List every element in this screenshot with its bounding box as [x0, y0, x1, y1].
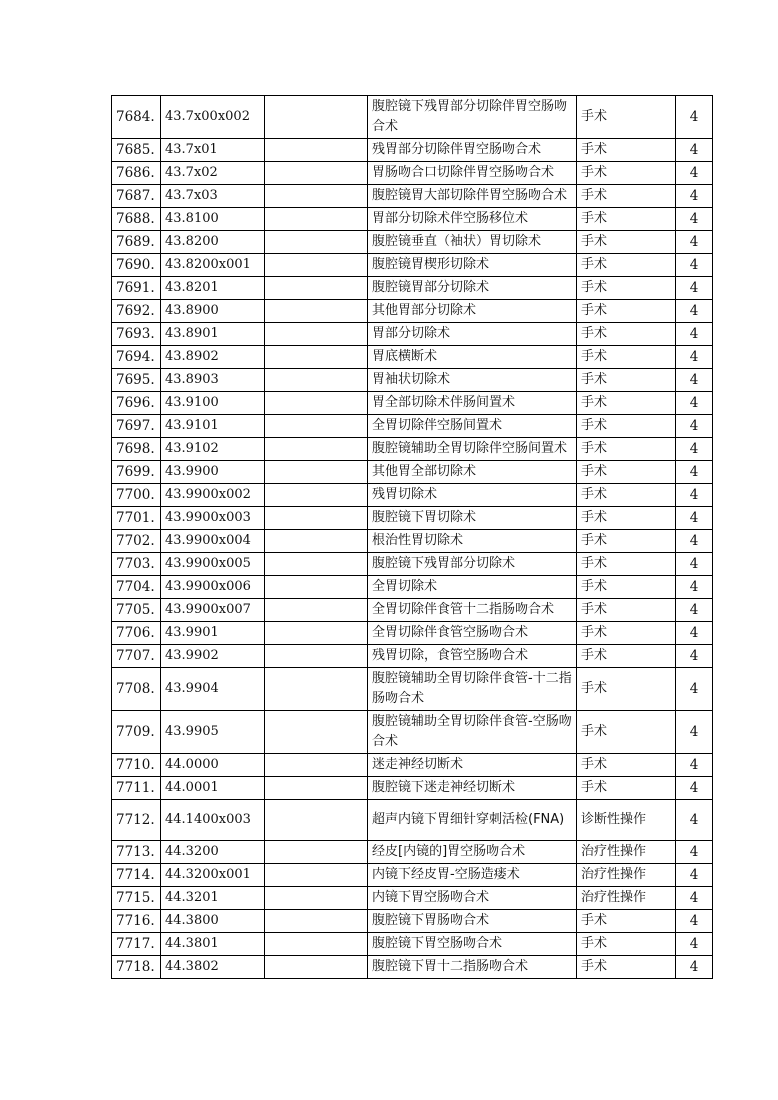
- row-index-cell: 7694.: [112, 346, 161, 369]
- procedure-level-cell: 4: [676, 254, 713, 277]
- table-row: [112, 277, 713, 300]
- table-row: [112, 800, 713, 841]
- procedure-level-cell: 4: [676, 369, 713, 392]
- procedure-type-cell: 手术: [577, 323, 676, 346]
- row-index-cell: 7686.: [112, 162, 161, 185]
- extension-code-cell: [265, 461, 368, 484]
- row-index-cell: 7702.: [112, 530, 161, 553]
- procedure-code-cell: 43.7x01: [161, 139, 265, 162]
- procedure-code-cell: 43.9900x006: [161, 576, 265, 599]
- procedure-code-cell: 43.9905: [161, 711, 265, 754]
- procedure-level-cell: 4: [676, 576, 713, 599]
- procedure-name-cell: 全胃切除伴食管十二指肠吻合术: [368, 599, 577, 622]
- procedure-level-cell: 4: [676, 185, 713, 208]
- row-index-cell: 7717.: [112, 933, 161, 956]
- table-row: [112, 576, 713, 599]
- procedure-code-cell: 43.9100: [161, 392, 265, 415]
- table-row: [112, 139, 713, 162]
- row-index-cell: 7700.: [112, 484, 161, 507]
- extension-code-cell: [265, 754, 368, 777]
- row-index-cell: 7690.: [112, 254, 161, 277]
- extension-code-cell: [265, 956, 368, 979]
- extension-code-cell: [265, 800, 368, 841]
- extension-code-cell: [265, 711, 368, 754]
- procedure-level-cell: 4: [676, 645, 713, 668]
- extension-code-cell: [265, 887, 368, 910]
- table-row: [112, 864, 713, 887]
- procedure-code-cell: 43.7x02: [161, 162, 265, 185]
- procedure-code-cell: 44.3201: [161, 887, 265, 910]
- table-row: [112, 369, 713, 392]
- procedure-code-cell: 43.9900x005: [161, 553, 265, 576]
- extension-code-cell: [265, 841, 368, 864]
- procedure-name-cell: 胃全部切除术伴肠间置术: [368, 392, 577, 415]
- procedure-type-cell: 手术: [577, 185, 676, 208]
- row-index-cell: 7684.: [112, 96, 161, 139]
- procedure-type-cell: 手术: [577, 254, 676, 277]
- procedure-level-cell: 4: [676, 599, 713, 622]
- table-row: [112, 415, 713, 438]
- procedure-level-cell: 4: [676, 96, 713, 139]
- extension-code-cell: [265, 208, 368, 231]
- procedure-name-cell: 胃部分切除术伴空肠移位术: [368, 208, 577, 231]
- procedure-level-cell: 4: [676, 668, 713, 711]
- row-index-cell: 7695.: [112, 369, 161, 392]
- table-row: [112, 185, 713, 208]
- table-row: [112, 910, 713, 933]
- extension-code-cell: [265, 300, 368, 323]
- table-row: [112, 622, 713, 645]
- row-index-cell: 7698.: [112, 438, 161, 461]
- procedure-name-cell: 经皮[内镜的]胃空肠吻合术: [368, 841, 577, 864]
- extension-code-cell: [265, 910, 368, 933]
- procedure-type-cell: 手术: [577, 530, 676, 553]
- procedure-name-cell: 全胃切除伴空肠间置术: [368, 415, 577, 438]
- table-row: [112, 484, 713, 507]
- procedure-code-cell: 43.9900x007: [161, 599, 265, 622]
- procedure-type-cell: 手术: [577, 415, 676, 438]
- row-index-cell: 7699.: [112, 461, 161, 484]
- extension-code-cell: [265, 645, 368, 668]
- procedure-type-cell: 手术: [577, 599, 676, 622]
- procedure-name-cell: 腹腔镜辅助全胃切除伴空肠间置术: [368, 438, 577, 461]
- procedure-level-cell: 4: [676, 754, 713, 777]
- extension-code-cell: [265, 392, 368, 415]
- procedure-name-cell: 腹腔镜胃部分切除术: [368, 277, 577, 300]
- row-index-cell: 7718.: [112, 956, 161, 979]
- row-index-cell: 7715.: [112, 887, 161, 910]
- table-row: [112, 461, 713, 484]
- procedure-type-cell: 手术: [577, 645, 676, 668]
- table-row: [112, 507, 713, 530]
- procedure-level-cell: 4: [676, 461, 713, 484]
- procedure-type-cell: 手术: [577, 622, 676, 645]
- procedure-type-cell: 手术: [577, 96, 676, 139]
- row-index-cell: 7693.: [112, 323, 161, 346]
- procedure-type-cell: 手术: [577, 208, 676, 231]
- row-index-cell: 7687.: [112, 185, 161, 208]
- procedure-code-cell: 43.9900x003: [161, 507, 265, 530]
- procedure-name-cell: 残胃切除，食管空肠吻合术: [368, 645, 577, 668]
- procedure-code-cell: 43.8901: [161, 323, 265, 346]
- procedure-code-cell: 43.7x03: [161, 185, 265, 208]
- procedure-code-cell: 43.9900x004: [161, 530, 265, 553]
- procedure-code-cell: 44.0001: [161, 777, 265, 800]
- procedure-table-body: [112, 96, 713, 979]
- extension-code-cell: [265, 185, 368, 208]
- extension-code-cell: [265, 864, 368, 887]
- procedure-name-cell: 胃部分切除术: [368, 323, 577, 346]
- procedure-code-cell: 43.9904: [161, 668, 265, 711]
- procedure-type-cell: 手术: [577, 369, 676, 392]
- procedure-type-cell: 手术: [577, 300, 676, 323]
- procedure-name-cell: 腹腔镜下胃十二指肠吻合术: [368, 956, 577, 979]
- extension-code-cell: [265, 530, 368, 553]
- procedure-name-cell: 腹腔镜下胃切除术: [368, 507, 577, 530]
- extension-code-cell: [265, 254, 368, 277]
- procedure-level-cell: 4: [676, 323, 713, 346]
- procedure-name-cell: 腹腔镜辅助全胃切除伴食管-空肠吻合术: [368, 711, 577, 754]
- procedure-level-cell: 4: [676, 841, 713, 864]
- procedure-code-cell: 43.8100: [161, 208, 265, 231]
- procedure-type-cell: 手术: [577, 392, 676, 415]
- procedure-level-cell: 4: [676, 208, 713, 231]
- row-index-cell: 7710.: [112, 754, 161, 777]
- table-row: [112, 438, 713, 461]
- extension-code-cell: [265, 162, 368, 185]
- procedure-type-cell: 手术: [577, 162, 676, 185]
- row-index-cell: 7691.: [112, 277, 161, 300]
- procedure-type-cell: 手术: [577, 933, 676, 956]
- procedure-type-cell: 手术: [577, 139, 676, 162]
- table-row: [112, 956, 713, 979]
- procedure-type-cell: 手术: [577, 754, 676, 777]
- procedure-type-cell: 手术: [577, 461, 676, 484]
- extension-code-cell: [265, 507, 368, 530]
- procedure-type-cell: 治疗性操作: [577, 887, 676, 910]
- table-row: [112, 96, 713, 139]
- row-index-cell: 7696.: [112, 392, 161, 415]
- procedure-level-cell: 4: [676, 438, 713, 461]
- table-row: [112, 300, 713, 323]
- procedure-level-cell: 4: [676, 887, 713, 910]
- procedure-code-cell: 44.3800: [161, 910, 265, 933]
- procedure-type-cell: 手术: [577, 484, 676, 507]
- procedure-type-cell: 手术: [577, 910, 676, 933]
- procedure-name-cell: 腹腔镜垂直（袖状）胃切除术: [368, 231, 577, 254]
- table-row: [112, 208, 713, 231]
- procedure-type-cell: 手术: [577, 956, 676, 979]
- row-index-cell: 7697.: [112, 415, 161, 438]
- procedure-name-cell: 残胃切除术: [368, 484, 577, 507]
- procedure-level-cell: 4: [676, 415, 713, 438]
- table-row: [112, 553, 713, 576]
- table-row: [112, 162, 713, 185]
- row-index-cell: 7704.: [112, 576, 161, 599]
- extension-code-cell: [265, 277, 368, 300]
- procedure-code-cell: 44.3200x001: [161, 864, 265, 887]
- extension-code-cell: [265, 346, 368, 369]
- table-row: [112, 933, 713, 956]
- row-index-cell: 7712.: [112, 800, 161, 841]
- extension-code-cell: [265, 415, 368, 438]
- procedure-level-cell: 4: [676, 277, 713, 300]
- procedure-level-cell: 4: [676, 300, 713, 323]
- row-index-cell: 7714.: [112, 864, 161, 887]
- procedure-level-cell: 4: [676, 711, 713, 754]
- procedure-level-cell: 4: [676, 933, 713, 956]
- procedure-level-cell: 4: [676, 800, 713, 841]
- procedure-name-cell: 胃肠吻合口切除伴胃空肠吻合术: [368, 162, 577, 185]
- row-index-cell: 7685.: [112, 139, 161, 162]
- procedure-name-cell: 残胃部分切除伴胃空肠吻合术: [368, 139, 577, 162]
- extension-code-cell: [265, 231, 368, 254]
- procedure-name-cell: 胃底横断术: [368, 346, 577, 369]
- procedure-code-cell: 44.0000: [161, 754, 265, 777]
- procedure-code-cell: 43.8900: [161, 300, 265, 323]
- procedure-level-cell: 4: [676, 231, 713, 254]
- procedure-level-cell: 4: [676, 507, 713, 530]
- procedure-code-cell: 43.9900: [161, 461, 265, 484]
- procedure-code-cell: 43.9102: [161, 438, 265, 461]
- table-row: [112, 841, 713, 864]
- extension-code-cell: [265, 553, 368, 576]
- procedure-name-cell: 腹腔镜下胃空肠吻合术: [368, 933, 577, 956]
- procedure-name-cell: 腹腔镜下残胃部分切除伴胃空肠吻合术: [368, 96, 577, 139]
- procedure-level-cell: 4: [676, 346, 713, 369]
- table-row: [112, 711, 713, 754]
- row-index-cell: 7716.: [112, 910, 161, 933]
- procedure-code-cell: 44.3802: [161, 956, 265, 979]
- extension-code-cell: [265, 933, 368, 956]
- extension-code-cell: [265, 484, 368, 507]
- extension-code-cell: [265, 777, 368, 800]
- procedure-code-cell: 43.8902: [161, 346, 265, 369]
- procedure-type-cell: 手术: [577, 231, 676, 254]
- procedure-name-cell: 全胃切除术: [368, 576, 577, 599]
- procedure-name-cell: 腹腔镜下胃肠吻合术: [368, 910, 577, 933]
- table-row: [112, 777, 713, 800]
- table-row: [112, 645, 713, 668]
- procedure-code-cell: 43.8903: [161, 369, 265, 392]
- procedure-name-cell: 全胃切除伴食管空肠吻合术: [368, 622, 577, 645]
- procedure-name-cell: 内镜下经皮胃-空肠造瘘术: [368, 864, 577, 887]
- procedure-code-cell: 43.8200x001: [161, 254, 265, 277]
- row-index-cell: 7711.: [112, 777, 161, 800]
- procedure-type-cell: 治疗性操作: [577, 841, 676, 864]
- table-row: [112, 254, 713, 277]
- procedure-code-cell: 43.8200: [161, 231, 265, 254]
- procedure-type-cell: 手术: [577, 553, 676, 576]
- procedure-level-cell: 4: [676, 392, 713, 415]
- procedure-name-cell: 腹腔镜辅助全胃切除伴食管-十二指肠吻合术: [368, 668, 577, 711]
- table-row: [112, 323, 713, 346]
- procedure-level-cell: 4: [676, 956, 713, 979]
- procedure-name-cell: 腹腔镜胃大部切除伴胃空肠吻合术: [368, 185, 577, 208]
- procedure-name-cell: 其他胃全部切除术: [368, 461, 577, 484]
- procedure-name-cell: 根治性胃切除术: [368, 530, 577, 553]
- procedure-name-cell: 迷走神经切断术: [368, 754, 577, 777]
- procedure-level-cell: 4: [676, 139, 713, 162]
- procedure-type-cell: 诊断性操作: [577, 800, 676, 841]
- row-index-cell: 7713.: [112, 841, 161, 864]
- procedure-name-cell: 胃袖状切除术: [368, 369, 577, 392]
- procedure-type-cell: 手术: [577, 576, 676, 599]
- procedure-level-cell: 4: [676, 553, 713, 576]
- row-index-cell: 7703.: [112, 553, 161, 576]
- row-index-cell: 7708.: [112, 668, 161, 711]
- procedure-name-cell: 腹腔镜下迷走神经切断术: [368, 777, 577, 800]
- table-row: [112, 346, 713, 369]
- procedure-type-cell: 手术: [577, 346, 676, 369]
- procedure-code-cell: 43.7x00x002: [161, 96, 265, 139]
- row-index-cell: 7688.: [112, 208, 161, 231]
- extension-code-cell: [265, 438, 368, 461]
- procedure-code-cell: 44.1400x003: [161, 800, 265, 841]
- procedure-type-cell: 手术: [577, 711, 676, 754]
- procedure-code-cell: 44.3200: [161, 841, 265, 864]
- procedure-level-cell: 4: [676, 162, 713, 185]
- procedure-type-cell: 手术: [577, 668, 676, 711]
- procedure-code-cell: 43.9101: [161, 415, 265, 438]
- extension-code-cell: [265, 139, 368, 162]
- extension-code-cell: [265, 622, 368, 645]
- procedure-name-cell: 其他胃部分切除术: [368, 300, 577, 323]
- row-index-cell: 7707.: [112, 645, 161, 668]
- extension-code-cell: [265, 599, 368, 622]
- procedure-name-cell: 内镜下胃空肠吻合术: [368, 887, 577, 910]
- extension-code-cell: [265, 668, 368, 711]
- procedure-name-cell: 腹腔镜下残胃部分切除术: [368, 553, 577, 576]
- row-index-cell: 7706.: [112, 622, 161, 645]
- extension-code-cell: [265, 96, 368, 139]
- extension-code-cell: [265, 323, 368, 346]
- procedure-type-cell: 手术: [577, 507, 676, 530]
- table-row: [112, 530, 713, 553]
- table-row: [112, 668, 713, 711]
- row-index-cell: 7692.: [112, 300, 161, 323]
- procedure-level-cell: 4: [676, 530, 713, 553]
- row-index-cell: 7705.: [112, 599, 161, 622]
- procedure-level-cell: 4: [676, 910, 713, 933]
- procedure-type-cell: 手术: [577, 438, 676, 461]
- procedure-level-cell: 4: [676, 864, 713, 887]
- table-row: [112, 599, 713, 622]
- procedure-name-cell: 腹腔镜胃楔形切除术: [368, 254, 577, 277]
- procedure-type-cell: 治疗性操作: [577, 864, 676, 887]
- table-row: [112, 754, 713, 777]
- table-row: [112, 231, 713, 254]
- procedure-type-cell: 手术: [577, 777, 676, 800]
- table-row: [112, 887, 713, 910]
- procedure-code-cell: 43.9902: [161, 645, 265, 668]
- table-row: [112, 392, 713, 415]
- procedure-code-cell: 43.9901: [161, 622, 265, 645]
- row-index-cell: 7709.: [112, 711, 161, 754]
- procedure-level-cell: 4: [676, 484, 713, 507]
- extension-code-cell: [265, 576, 368, 599]
- procedure-type-cell: 手术: [577, 277, 676, 300]
- procedure-code-cell: 43.8201: [161, 277, 265, 300]
- extension-code-cell: [265, 369, 368, 392]
- row-index-cell: 7701.: [112, 507, 161, 530]
- procedure-code-cell: 44.3801: [161, 933, 265, 956]
- procedure-name-cell: 超声内镜下胃细针穿刺活检(FNA): [368, 800, 577, 841]
- row-index-cell: 7689.: [112, 231, 161, 254]
- procedure-level-cell: 4: [676, 622, 713, 645]
- procedure-table: [111, 95, 713, 979]
- procedure-level-cell: 4: [676, 777, 713, 800]
- procedure-code-cell: 43.9900x002: [161, 484, 265, 507]
